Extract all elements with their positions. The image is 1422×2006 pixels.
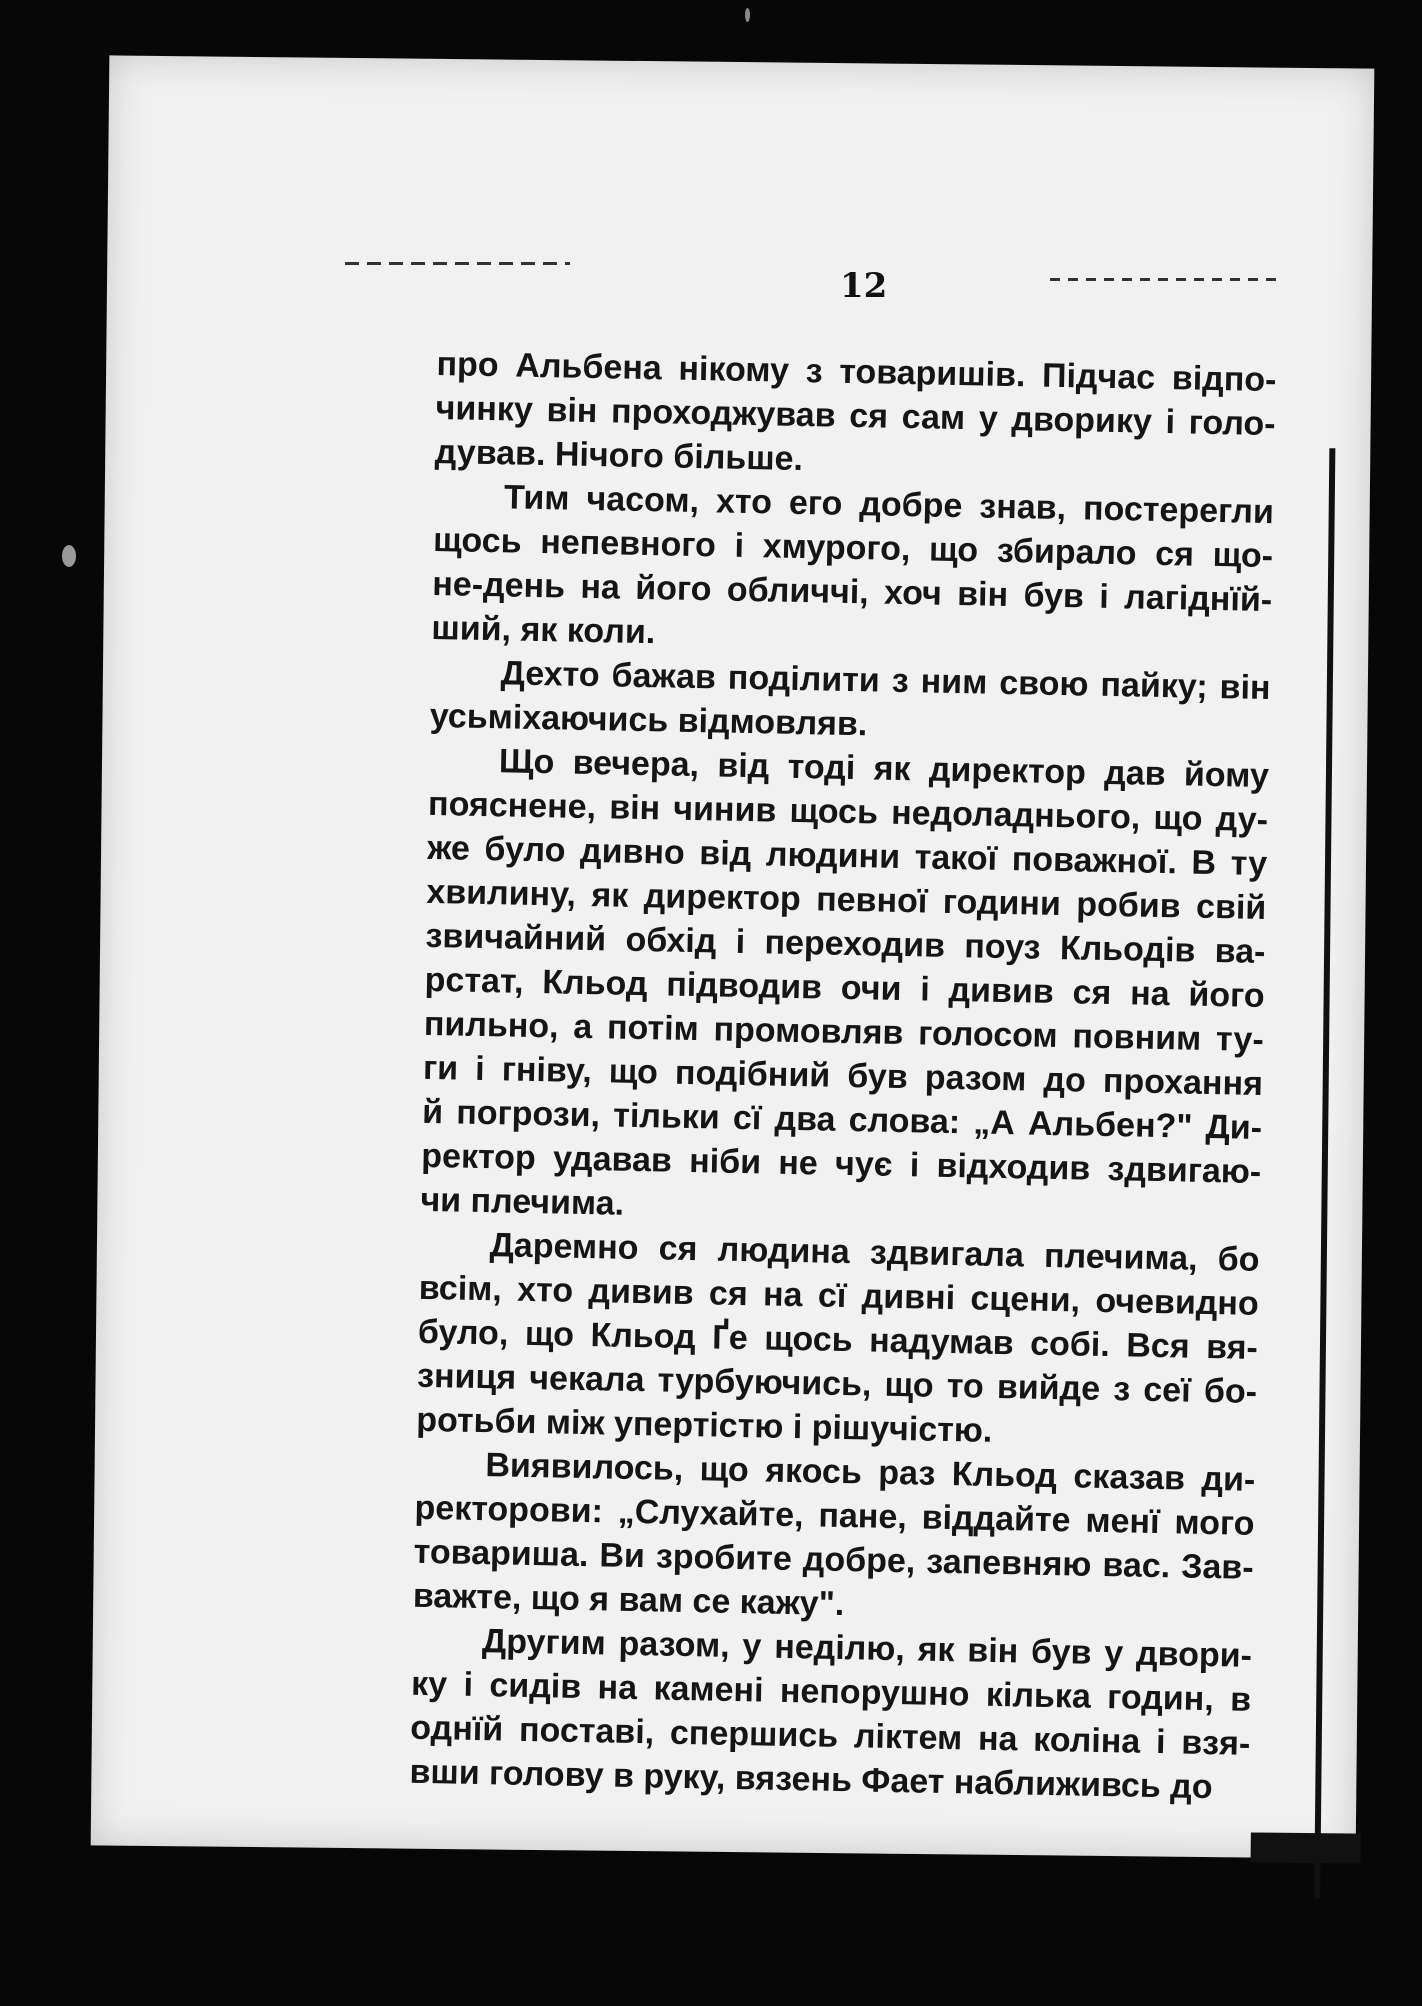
text-line: рстат, Кльод підводив очи і дивив ся на його: [424, 960, 1265, 1016]
text-line: ший, як коли.: [431, 608, 656, 652]
text-line: важте, що я вам се кажу".: [412, 1576, 845, 1624]
text-line: ги і гніву, що подібний був разом до прохання: [422, 1048, 1264, 1103]
text-line: Другим разом, у неділю, як він був у двори-: [481, 1622, 1253, 1675]
paragraph: [409, 1618, 1252, 1810]
text-line: Дехто бажав поділити з ним свою пайку; він: [500, 654, 1271, 708]
text-line: Виявилось, що якось раз Кльод сказав ди-: [485, 1446, 1256, 1499]
text-line: щось непевного і хмурого, що збирало ся що-: [432, 520, 1274, 576]
text-line: ку і сидів на камені непорушно кілька годин, в: [410, 1664, 1252, 1719]
page-number: 12: [840, 266, 888, 306]
text-line: ректор удавав ніби не чує і відходив здвигаю-: [421, 1136, 1262, 1191]
text-line: Що вечера, від тоді як директор дав йому: [498, 742, 1270, 796]
paragraph: [429, 650, 1271, 754]
dust-speck: [745, 8, 750, 22]
text-line: зниця чекала турбуючись, що то вийде з сеї бо-: [416, 1356, 1258, 1411]
text-line: однїй поставі, спершись ліктем на коліна і взя-: [410, 1708, 1251, 1763]
text-line: ротьби між упертістю і рішучістю.: [415, 1400, 993, 1450]
paragraph: [416, 1222, 1260, 1458]
paragraph: [431, 474, 1274, 666]
text-line: ректорови: „Слухайте, пане, віддайте менї мого: [414, 1488, 1255, 1543]
page-edge-shadow: [1314, 448, 1335, 1898]
text-line: було, що Кльод Ґе щось надумав собі. Вся вя-: [417, 1312, 1259, 1367]
text-line: усьміхаючись відмовляв.: [429, 696, 868, 744]
text-line: пильно, а потім промовляв голосом повним ту-: [423, 1004, 1265, 1059]
dust-speck: [62, 545, 76, 567]
text-line: же було дивно від людини такої поважної. В ту: [426, 828, 1268, 884]
text-line: Тим часом, хто его добре знав, постерегли: [503, 478, 1275, 532]
paragraph: [420, 738, 1269, 1238]
text-line: хвилину, як директор певної години робив свій: [426, 872, 1267, 928]
text-line: не-день на його обличчі, хоч він був і лагіднїй-: [431, 564, 1273, 620]
text-line: чинку він проходжував ся сам у дворику і голо-: [435, 388, 1276, 444]
text-line: звичайний обхід і переходив поуз Кльодів ва-: [425, 916, 1266, 972]
text-line: товариша. Ви зробите добре, запевняю вас. Зав-: [413, 1532, 1254, 1587]
header-rule-left: [345, 262, 570, 265]
text-line: про Альбена нікому з товаришів. Підчас відпо-: [436, 344, 1277, 400]
page-corner-shadow: [1251, 1832, 1361, 1863]
paragraph: [434, 342, 1276, 490]
paragraph: [413, 1442, 1256, 1634]
text-line: Даремно ся людина здвигала плечима, бо: [489, 1226, 1260, 1279]
text-line: всім, хто дивив ся на сї дивні сцени, очевидно: [418, 1268, 1260, 1323]
text-line: вши голову в руку, вязень Фает наближивсь до: [409, 1752, 1213, 1807]
text-line: чи плечима.: [420, 1180, 625, 1223]
text-line: пояснене, він чинив щось недоладнього, що ду-: [427, 784, 1269, 840]
header-rule-right: [1050, 278, 1280, 281]
body-text: [409, 342, 1277, 1810]
text-line: й погрози, тільки сї два слова: „А Альбен?" Ди-: [421, 1092, 1263, 1147]
text-line: дував. Нічого більше.: [434, 432, 804, 479]
